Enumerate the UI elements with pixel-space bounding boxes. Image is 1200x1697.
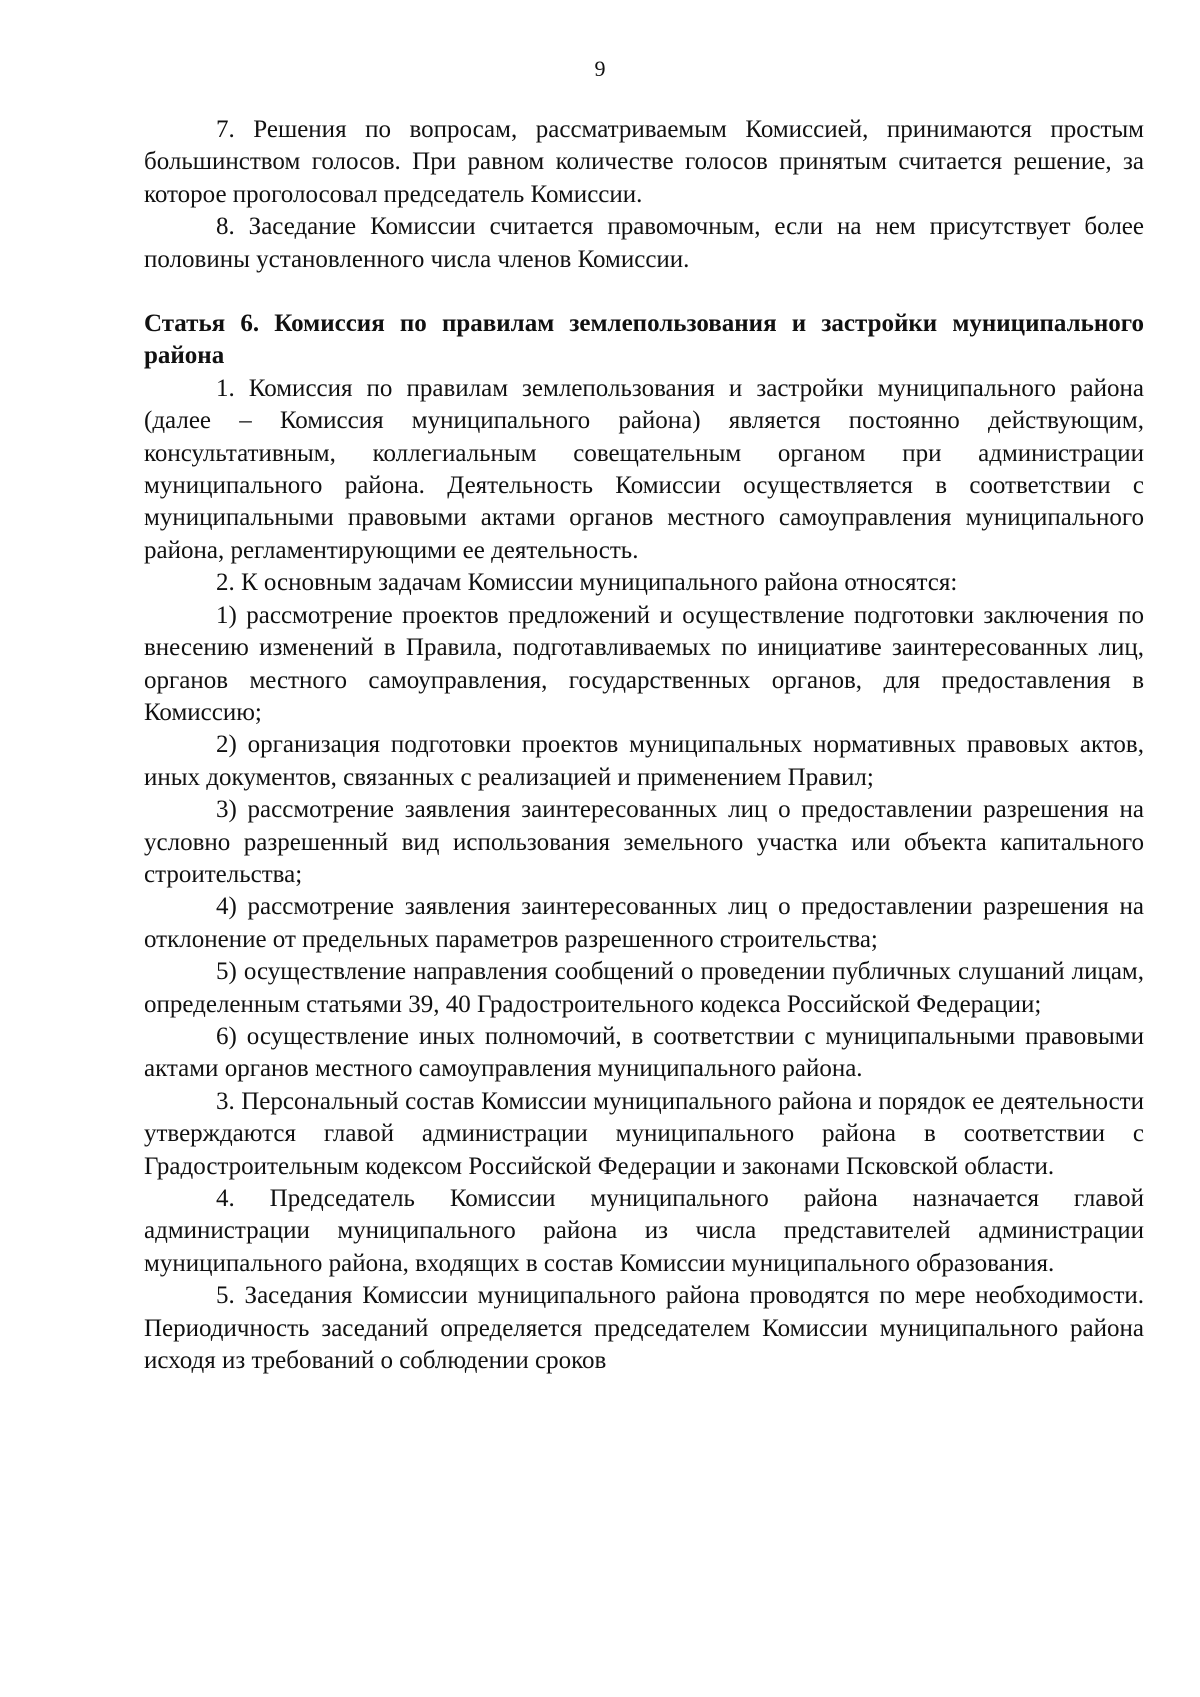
task-item-3: 3) рассмотрение заявления заинтересованных лиц о предоставлении разрешения на условно разрешенный вид использования земельного участка или объекта капитального строительства;: [144, 796, 1144, 888]
article-6-paragraph-2: 2. К основным задачам Комиссии муниципального района относятся:: [216, 569, 958, 597]
task-item-6: 6) осуществление иных полномочий, в соответствии с муниципальными правовыми актами органов местного самоуправления муниципального района.: [144, 1022, 1144, 1083]
article-6-paragraph-4: 4. Председатель Комиссии муниципального района назначается главой администрации муниципального района из числа представителей администрации муниципального района, входящих в состав Комиссии муниципального образования.: [144, 1185, 1144, 1277]
article-6-paragraph-5: 5. Заседания Комиссии муниципального района проводятся по мере необходимости. Периодичность заседаний определяется председателем Комиссии муниципального района исходя из требований о соблюдении сроков: [144, 1282, 1144, 1375]
task-item-2: 2) организация подготовки проектов муниципальных нормативных правовых актов, иных документов, связанных с реализацией и применением Правил;: [144, 731, 1144, 791]
article-6-heading: Статья 6. Комиссия по правилам землепользования и застройки муниципального района: [144, 310, 1144, 370]
article-6-paragraph-1: 1. Комиссия по правилам землепользования и застройки муниципального района (далее – Комиссия муниципального района) является постоянно действующим, консультативным, коллегиальным совещательным органом при администрации муниципального района. Деятельность Комиссии осуществляется в соответствии с муниципальными правовыми актами органов местного самоуправления муниципального района, регламентирующими ее деятельность.: [144, 374, 1144, 564]
paragraph-8-quorum: 8. Заседание Комиссии считается правомочным, если на нем присутствует более половины установленного числа членов Комиссии.: [144, 213, 1144, 273]
page-number: 9: [594, 56, 606, 81]
paragraph-7-decisions: 7. Решения по вопросам, рассматриваемым Комиссией, принимаются простым большинством голосов. При равном количестве голосов принятым считается решение, за которое проголосовал председатель Комиссии.: [144, 116, 1144, 208]
task-item-1: 1) рассмотрение проектов предложений и осуществление подготовки заключения по внесению изменений в Правила, подготавливаемых по инициативе заинтересованных лиц, органов местного самоуправления, государственных органов, для предоставления в Комиссию;: [144, 601, 1144, 726]
document-body: [144, 114, 1144, 1377]
task-item-5: 5) осуществление направления сообщений о проведении публичных слушаний лицам, определенным статьями 39, 40 Градостроительного кодекса Российской Федерации;: [144, 958, 1144, 1018]
article-6-paragraph-3: 3. Персональный состав Комиссии муниципального района и порядок ее деятельности утверждаются главой администрации муниципального района в соответствии с Градостроительным кодексом Российской Федерации и законами Псковской области.: [144, 1087, 1144, 1180]
task-item-4: 4) рассмотрение заявления заинтересованных лиц о предоставлении разрешения на отклонение от предельных параметров разрешенного строительства;: [144, 893, 1144, 953]
